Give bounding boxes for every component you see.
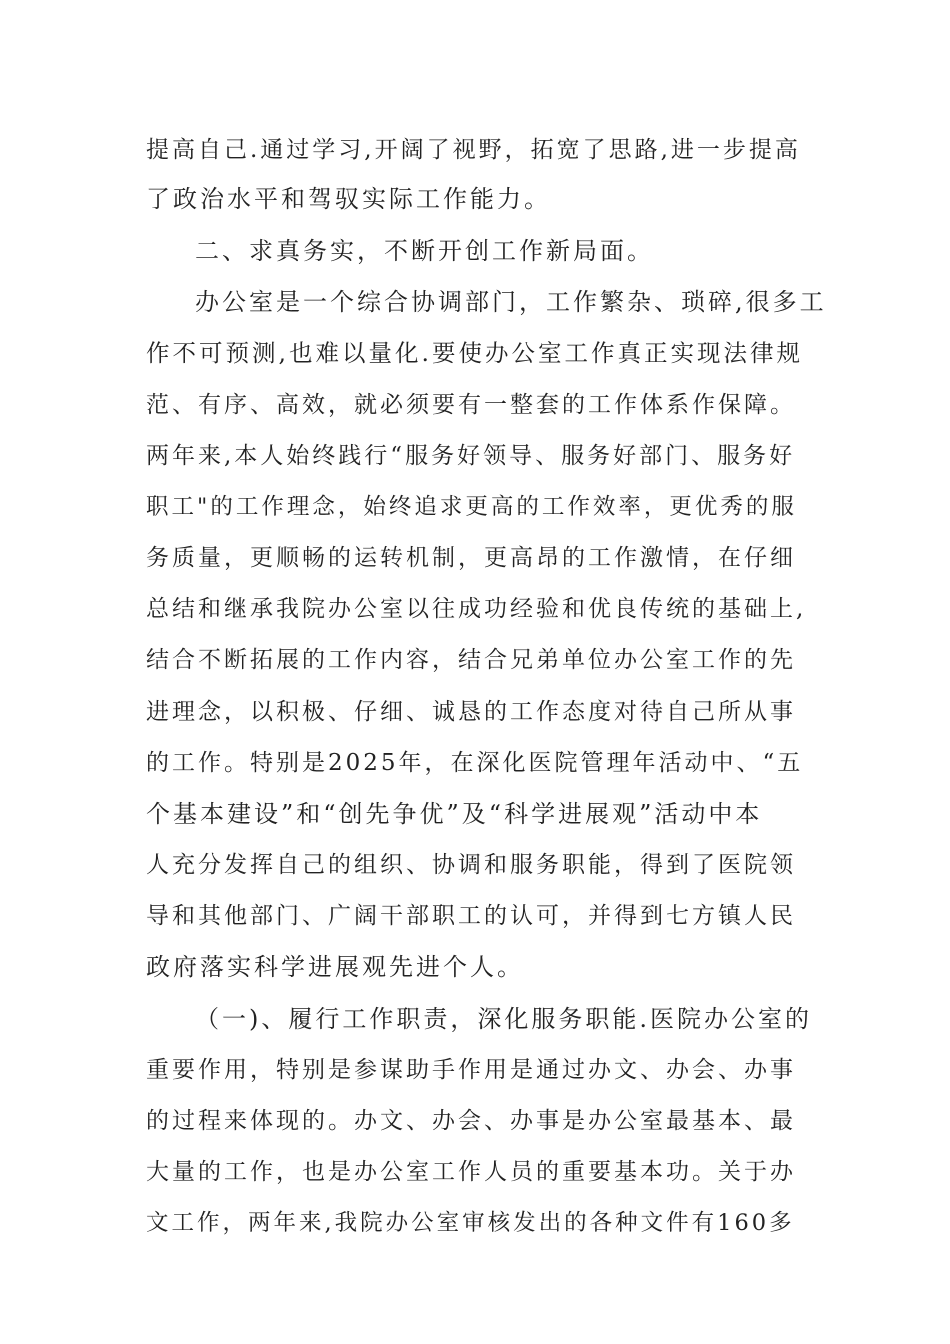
text-line: 办公室是一个综合协调部门，工作繁杂、琐碎,很多工 — [195, 288, 827, 316]
text-line: 职工"的工作理念，始终追求更高的工作效率，更优秀的服 — [146, 494, 797, 520]
text-line: 两年来,本人始终践行“服务好领导、服务好部门、服务好 — [146, 443, 796, 469]
text-line: 文工作，两年来,我院办公室审核发出的各种文件有160多 — [146, 1210, 795, 1236]
text-line: 重要作用，特别是参谋助手作用是通过办文、办会、办事 — [146, 1057, 796, 1083]
text-line: 的工作。特别是2025年，在深化医院管理年活动中、“五 — [146, 750, 804, 776]
text-line: 提高自己.通过学习,开阔了视野，拓宽了思路,进一步提高 — [146, 137, 801, 163]
text-line: 导和其他部门、广阔干部职工的认可，并得到七方镇人民 — [146, 903, 796, 929]
text-line: 作不可预测,也难以量化.要使办公室工作真正实现法律规 — [146, 339, 803, 367]
text-line: 政府落实科学进展观先进个人。 — [146, 953, 524, 981]
text-line: 人充分发挥自己的组织、协调和服务职能，得到了医院领 — [146, 852, 796, 878]
text-line: 的过程来体现的。办文、办会、办事是办公室最基本、最 — [146, 1108, 796, 1134]
text-line: 个基本建设”和“创先争优”及“科学进展观”活动中本 — [146, 800, 763, 828]
section-heading: 二、求真务实，不断开创工作新局面。 — [195, 237, 654, 265]
text-line: 进理念，以积极、仔细、诚恳的工作态度对待自己所从事 — [146, 699, 796, 725]
text-line: 了政治水平和驾驭实际工作能力。 — [146, 185, 551, 213]
text-line: 范、有序、高效，就必须要有一整套的工作体系作保障。 — [146, 392, 796, 418]
text-line: 大量的工作，也是办公室工作人员的重要基本功。关于办 — [146, 1159, 796, 1185]
text-line: 总结和继承我院办公室以往成功经验和优良传统的基础上, — [146, 596, 807, 622]
text-line: 务质量，更顺畅的运转机制，更高昂的工作激情，在仔细 — [146, 545, 796, 571]
text-line: 结合不断拓展的工作内容，结合兄弟单位办公室工作的先 — [146, 647, 796, 673]
subsection-heading: （一)、履行工作职责，深化服务职能.医院办公室的 — [195, 1005, 812, 1033]
